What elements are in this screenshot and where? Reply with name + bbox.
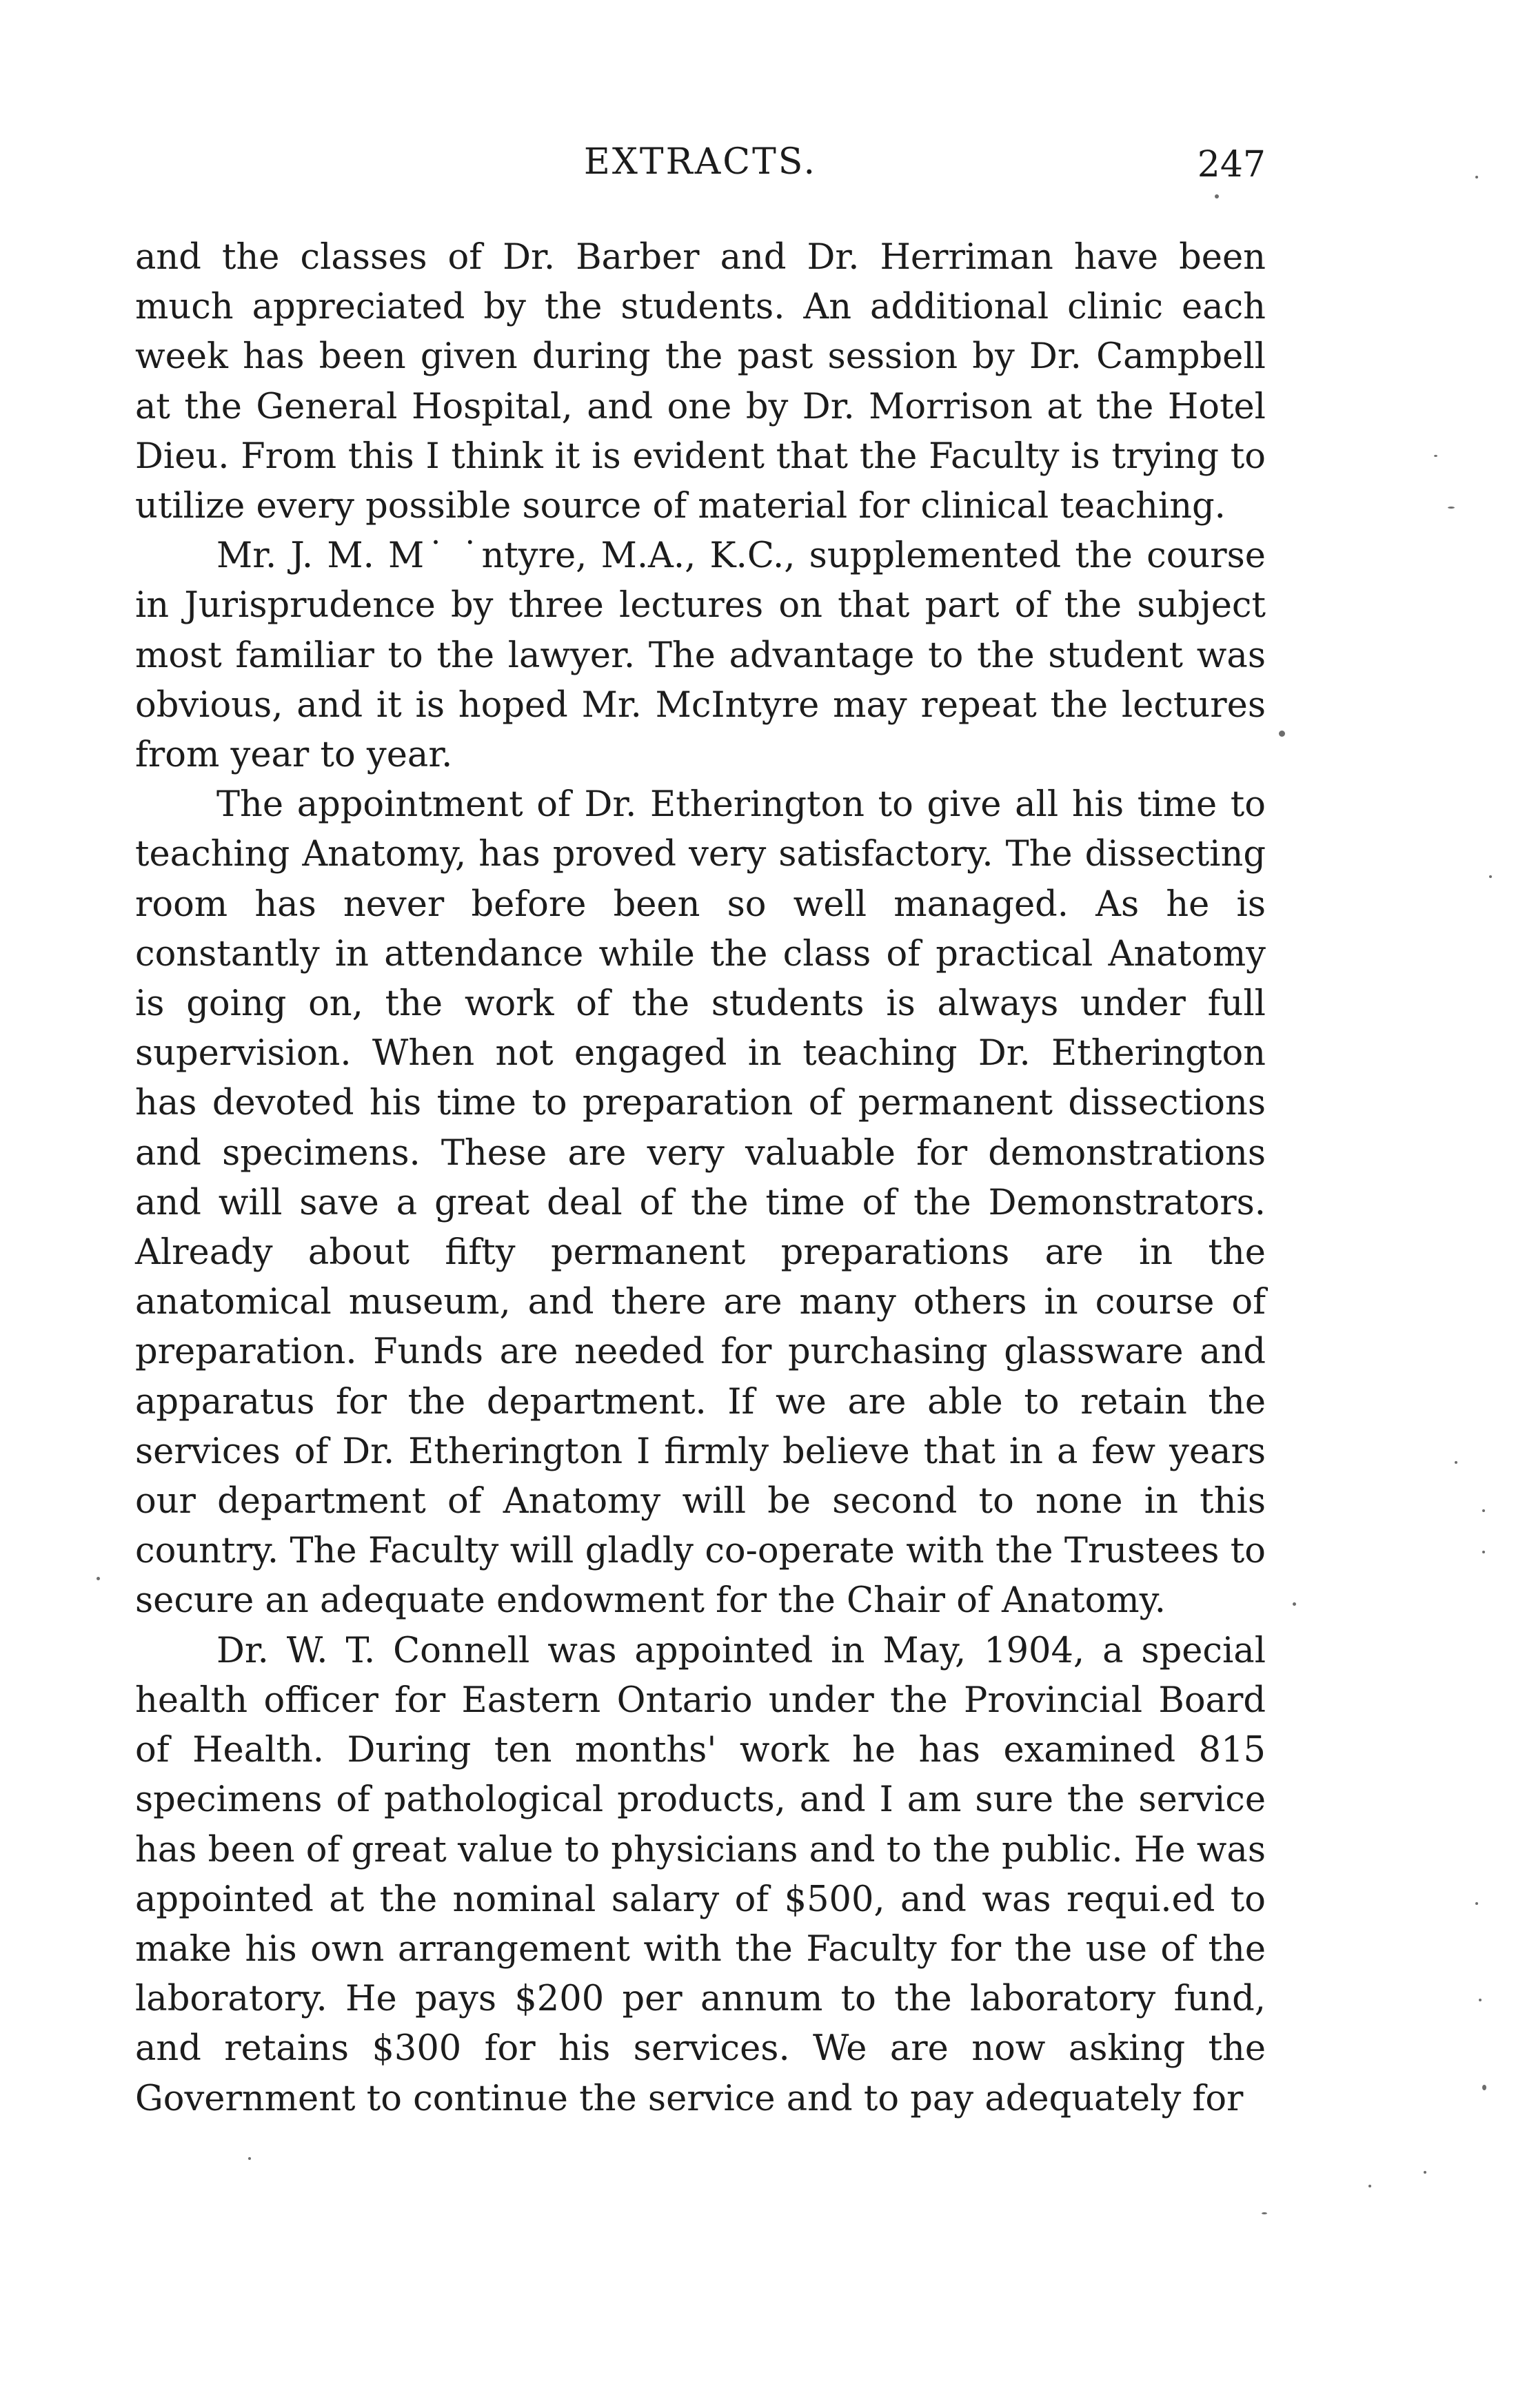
paragraph-health-officer: Dr. W. T. Connell was appointed in May, 1904, a special health officer for Eastern Ontario under the Provincial Board of Health. During ten months' work he has examined 815 specimens of pathological products, and I am sure the service has been of great value to physicians and to the public. He was appointed at the nominal salary of $500, and was requi.ed to make his own arrangement with the Faculty for the use of the laboratory. He pays $200 per annum to the laboratory fund, and retains $300 for his services. We are now asking the Government to continue the service and to pay adequately for [135,1630,1266,2119]
scan-speck [1489,875,1492,878]
scan-speck [1448,507,1455,509]
scan-speck [1482,1509,1485,1512]
scan-speck [97,1577,100,1580]
scan-speck [1262,2212,1267,2214]
page-header [135,138,1266,186]
scan-speck [1455,1461,1457,1464]
scan-speck [1479,1999,1482,2001]
scan-speck [1279,731,1285,737]
scan-speck [1293,1602,1296,1606]
body-text [135,233,1266,2124]
scan-speck [1215,194,1219,198]
scan-speck [1475,1902,1478,1905]
page-number: 247 [1197,144,1266,185]
scan-speck [1424,2171,1426,2174]
scan-speck [1368,2185,1371,2187]
scan-speck [1482,2085,1486,2090]
scan-speck [1434,455,1437,457]
scan-speck [1482,1551,1485,1553]
paragraph-jurisprudence-lectures: Mr. J. M. M˙ ˙ntyre, M.A., K.C., supplemented the course in Jurisprudence by three lectures on that part of the subject most familiar to the lawyer. The advantage to the student was obvious, and it is hoped Mr. McIntyre may repeat the lectures from year to year. [135,535,1266,776]
scan-speck [1475,176,1478,178]
running-title: EXTRACTS. [583,141,818,183]
paragraph-clinical-teaching: and the classes of Dr. Barber and Dr. Herriman have been much appreciated by the students. An additional clinic each week has been given during the past session by Dr. Campbell at the General Hospital, and one by Dr. Morrison at the Hotel Dieu. From this I think it is evident that the Faculty is trying to utilize every possible source of material for clinical teaching. [135,237,1266,527]
paragraph-anatomy-department: The appointment of Dr. Etherington to give all his time to teaching Anatomy, has proved very satisfactory. The dissecting room has never before been so well managed. As he is constantly in attendance while the class of practical Anatomy is going on, the work of the students is always under full supervision. When not engaged in teaching Dr. Etherington has devoted his time to preparation of permanent dissections and specimens. These are very valuable for demonstrations and will save a great deal of the time of the Demonstrators. Already about fifty permanent preparations are in the anatomical museum, and there are many others in course of preparation. Funds are needed for purchasing glassware and apparatus for the department. If we are able to retain the services of Dr. Etherington I firmly believe that in a few years our department of Anatomy will be second to none in this country. The Faculty will gladly co-operate with the Trustees to secure an adequate endowment for the Chair of Anatomy. [135,784,1266,1622]
scan-speck [248,2157,251,2160]
